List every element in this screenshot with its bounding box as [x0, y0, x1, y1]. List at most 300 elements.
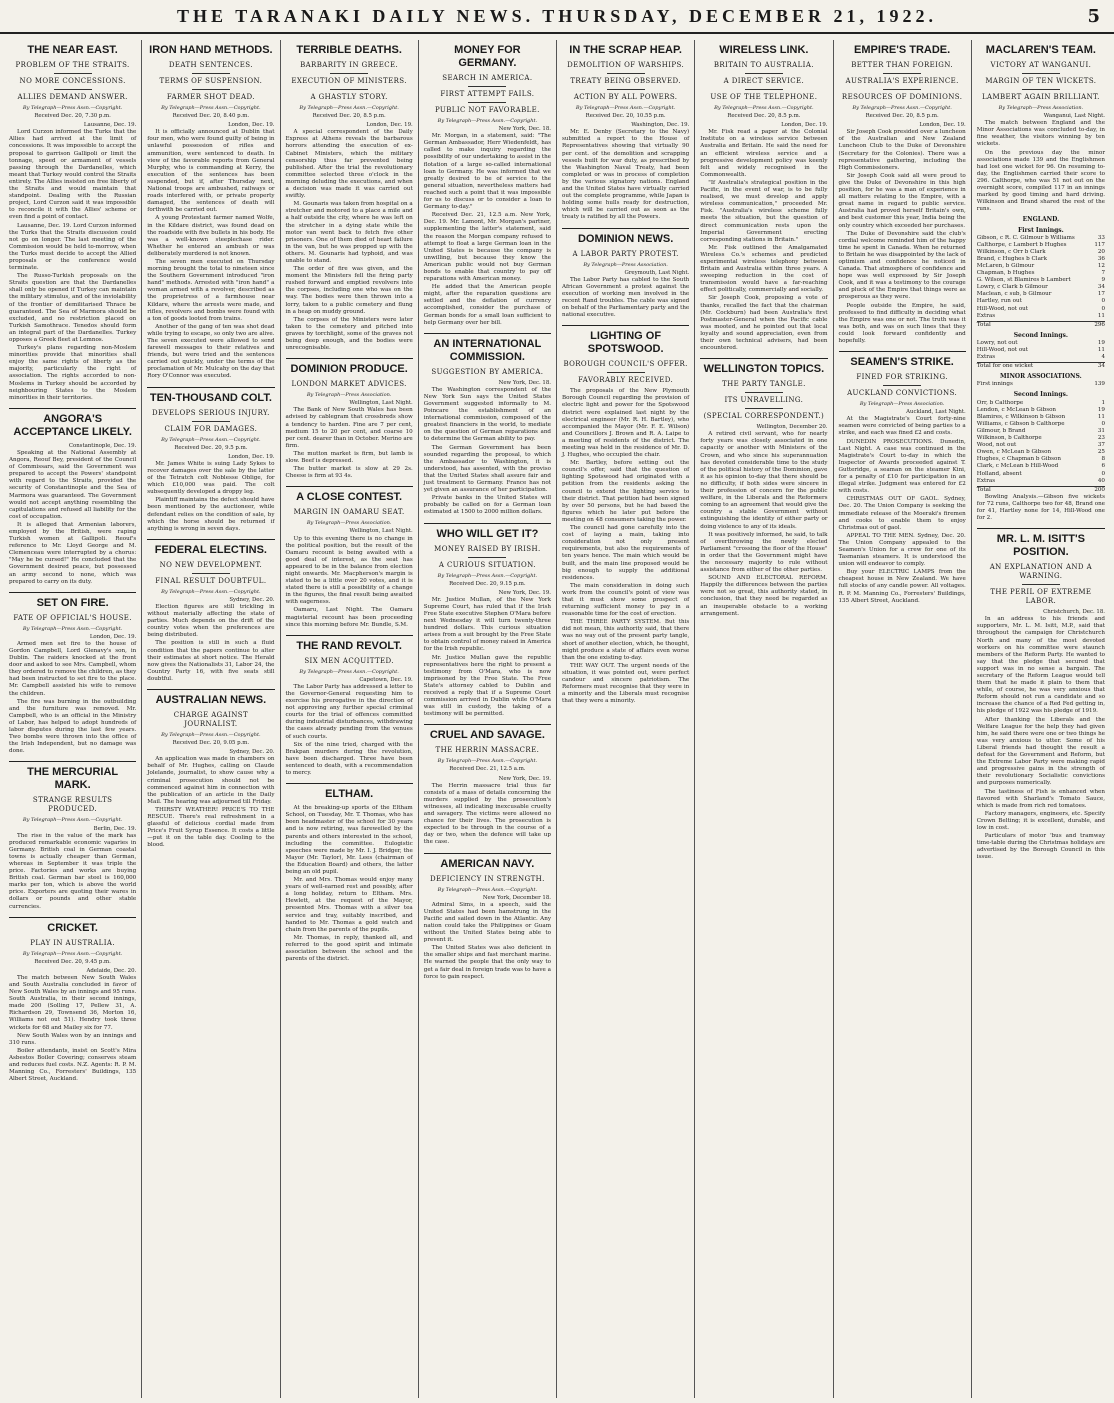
article-dateline: New York, Dec. 19.	[498, 775, 551, 782]
article-body	[147, 604, 274, 683]
table-row	[977, 478, 1105, 485]
article-deck: NO MORE CONCESSIONS.	[19, 77, 126, 85]
article-dateline: Wanganui, Last Night.	[1043, 113, 1105, 120]
deck-separator	[1022, 89, 1060, 90]
article-byline: By Telegraph—Press Assn.—Copyright.	[437, 572, 538, 579]
table-row-value: 23	[1097, 435, 1105, 442]
article-deck: MARGIN OF TEN WICKETS.	[985, 77, 1097, 85]
article-paragraph: After thanking the Liberals and the Welfare League for the help they had given him, he said there were one or two things he was very anxious to utter. Some of his Liberal friends had thought the result a defeat for the Government and Reform, but the Extreme Labor Party were making rapid and progressive gains in the strength of their revolutionary Socialistic convictions and purposes numerically.	[976, 716, 1105, 787]
article-dateline: Greymouth, Last Night.	[624, 269, 690, 276]
article	[9, 917, 136, 1084]
article-body	[562, 388, 689, 705]
table-row-value: 34	[1097, 363, 1105, 370]
article-paragraph: Election figures are still trickling in without materially affecting the state of parties. Much depends on the drift of the country votes when the preferences are being distributed.	[147, 603, 275, 639]
article-headline: THE RAND REVOLT.	[296, 639, 402, 652]
article-dateline: Christchurch, Dec. 18.	[1043, 609, 1105, 616]
table-row-value: 117	[1094, 241, 1105, 248]
article-paragraph: The tastiness of Fish is enhanced when flavored with Sharland's Tomato Sauce, which is made from rich red tomatoes.	[976, 788, 1105, 809]
table-row-name: Extras	[976, 354, 996, 361]
table-row-name: First innings	[976, 381, 1013, 388]
deck-separator	[192, 73, 230, 74]
article-paragraph: Mr. Fisk outlined the Amalgamated Wireless Co.'s schemes and predicted experimental wireless telephony between Britain and Australia within three years. A sweeping reduction in the cost of transmission would have a far-reaching effect politically, commercially and socially.	[700, 244, 828, 294]
article-deck: DEFICIENCY IN STRENGTH.	[429, 874, 545, 883]
article-dateline: London, Dec. 19.	[919, 122, 966, 129]
article-rule	[286, 783, 413, 784]
masthead	[0, 0, 1114, 34]
article-received: Received Dec. 20, 7.30 p.m.	[34, 113, 111, 120]
table-row-value: 33	[1097, 234, 1105, 241]
deck-separator	[745, 89, 783, 90]
article-received: Received Dec. 20, 9.45 p.m.	[34, 958, 111, 965]
deck-separator	[607, 372, 645, 373]
article-deck: SUGGESTION BY AMERICA.	[431, 367, 544, 376]
table-row-value: 11	[1097, 413, 1105, 420]
table-row	[977, 291, 1105, 298]
table-row	[977, 256, 1105, 263]
article-byline: By Telegraph—Press Assn.—Copyright.	[22, 817, 123, 824]
article-paragraph: Received Dec. 21, 12.5 a.m. New York, Dec. 19. Mr. Lamont, Mr. Morgan's partner, supplementing the latter's statement, said the reason the Morgan company refused to attempt to float a large German loan in the United States is because the company is unwilling, but because they know the American public would not buy German bonds to enable that country to pay off reparations with American money.	[423, 212, 551, 283]
article-dateline: London, Dec. 19.	[781, 122, 828, 129]
article-paragraph: The German Government has been sounded regarding the proposal, to which the Ambassador to Washington, it is understood, has assented, with the proviso that the United States shall assure fair and just treatment to Germany. France has not yet given an assurance of her participation.	[423, 444, 551, 494]
article-headline: MONEY FOR GERMANY.	[454, 44, 521, 69]
column-2	[142, 40, 280, 1398]
article-deck: ALLIES DEMAND ANSWER.	[17, 93, 128, 101]
article-paragraph: The Bank of New South Wales has been advised by cablegram that crossbreds show a tendency to harden. Fine are 7 per cent, medium 15 to 20 per cent, and coarse 10 per cent. dearer than in October. Merino are firm.	[285, 407, 413, 449]
table-row-value: 40	[1097, 477, 1105, 484]
article-deck: FATE OF OFFICIAL'S HOUSE.	[13, 613, 132, 622]
table-row-name: Holland, absent	[976, 470, 1022, 477]
article-paragraph: M. Gounaris was taken from hospital on a stretcher and motored to a place a mile and a half outside the city, where he was left on the stretcher in a dying state while the motor van went back to fetch five other prisoners. One of them died of heart failure in the van, but he was propped up with the others. M. Gounaris had typhoid, and was unable to stand.	[285, 201, 413, 264]
deck-separator	[745, 392, 783, 393]
article-headline: AN INTERNATIONAL COMMISSION.	[433, 337, 542, 363]
article	[147, 387, 274, 533]
article-paragraph: CHRISTMAS OUT OF GAOL. Sydney, Dec. 20. The Union Company is seeking the immediate release of the Moeraki's firemen and cooks to enable them to enjoy Christmas out of gaol.	[838, 496, 966, 531]
table-row	[977, 381, 1105, 388]
article-headline: FEDERAL ELECTINS.	[154, 543, 267, 556]
article-deck: PUBLIC NOT FAVORABLE.	[434, 106, 540, 114]
article	[286, 44, 413, 352]
article-paragraph: The Labor Party has addressed a letter to the Governor-General requesting him to exercise his prerogative in the direction of not approving any further special criminal courts for the trial of offences committed during industrial disturbances, withdrawing the cases already pending from the venues of such courts.	[285, 683, 413, 740]
article-paragraph: The proposals of the New Plymouth Borough Council regarding the provision of electric light and power for the Spotswood district were explained last night by the electrical engineer (Mr. R. H. Bartley), who accompanied the Mayor (Mr. F. E. Wilson) and Councillors J. Brown and R. A. Laipe to a meeting of residents of the district. The meeting was held in the residence of Mr. D. J. Hughes, who occupied the chair.	[562, 388, 690, 459]
article-rule	[424, 724, 551, 725]
article	[286, 783, 413, 963]
table-row	[977, 471, 1105, 478]
article-paragraph: New South Wales won by an innings and 310 runs.	[9, 1032, 137, 1046]
table-row-name: Extras	[976, 477, 996, 484]
table-row-name: Wood, not out	[976, 442, 1017, 449]
article-dateline: Sydney, Dec. 20.	[229, 749, 275, 756]
article-paragraph: APPEAL TO THE MEN. Sydney, Dec. 20. The Union Company appealed to the Seamen's Union for a crew for one of its Tasmanian steamers. It is understood the union will endeavor to comply.	[838, 532, 966, 568]
article-rule	[562, 228, 689, 229]
article-deck: AUSTRALIA'S EXPERIENCE.	[845, 77, 959, 85]
article-body	[286, 536, 413, 629]
article-paragraph: Plaintiff maintains the defect should have been mentioned by the auctioneer, while defendant relies on the condition of sale, by which the horse should be returned if anything is wrong in seven days.	[147, 497, 275, 532]
article	[839, 44, 966, 345]
article-paragraph: THIRSTY WEATHER! PRICE'S TO THE RESCUE. There's real refreshment in a glassful of delicious cordial made from Price's Fruit Syrup Essence. It costs a little —put it on the table day. Cooling to the blood.	[147, 806, 275, 849]
article-headline: ELTHAM.	[325, 788, 374, 801]
table-row	[977, 414, 1105, 421]
table-row-value: 7	[1101, 270, 1105, 277]
article-paragraph: Mr. Fisk read a paper at the Colonial Institute on a wireless service between Australia and Britain. He said the need for an efficient wireless service and a progressive development policy was keenly felt and widely recognised in the Commonwealth.	[700, 129, 828, 178]
article-paragraph: Mr. Thomas, in reply, thanked all, and referred to the good spirit and intimate association between the school and the parents of the district.	[285, 934, 413, 963]
article-deck: FARMER SHOT DEAD.	[166, 93, 255, 101]
article-paragraph: The Duke of Devonshire said the club's cordial welcome reminded him of the happy time he spent in Canada. When he returned to Britain he was disappointed by the lack of optimism and confidence he noticed in Canada. That atmosphere of confidence and hope was well expressed by Sir Joseph Cook, and it was a testimony to the courage and pluck of the Empire that things were as prosperous as they were.	[838, 230, 966, 301]
article-headline: TERRIBLE DEATHS.	[296, 44, 402, 56]
article-paragraph: In an address to his friends and supporters, Mr. L. M. Isitt, M.P., said that throughout the campaign for Christchurch North and many of the most devoted workers on his committee were staunch members of the Reform Party. He wanted to say that the pledge that secured that support was in no sense a bargain. The secretary of the Reform League would tell them that he made it plain to them that while, of course, he was very anxious that Reform should not run a candidate and so increase the chance of a Red Fed getting in, his pledge of 1922 was his pledge of 1919.	[976, 616, 1105, 715]
article-body	[424, 387, 551, 517]
column-5	[557, 40, 695, 1398]
article-body	[562, 277, 689, 320]
deck-separator	[1022, 584, 1060, 585]
article-byline: By Telegraph—Press Assn.—Copyright.	[22, 950, 123, 957]
article-paragraph: The Herrin massacre trial thus far consists of a mass of details concerning the murders supplied by the prosecution's witnesses, all indicating inexcusable cruelty and savagery. The victims were allowed no chance for their lives. The prosecution is expected to be through in the course of a day or two, when the defence will take up the case.	[423, 782, 551, 846]
article	[700, 358, 827, 618]
table-row	[977, 298, 1105, 305]
article-deck: PROBLEM OF THE STRAITS.	[15, 61, 130, 69]
column-1	[4, 40, 142, 1398]
table-row-value: 139	[1094, 381, 1105, 388]
article-body	[9, 129, 136, 402]
article-dateline: Wellington, Last Night.	[349, 400, 413, 407]
article	[286, 486, 413, 628]
table-row-value: 200	[1094, 486, 1105, 493]
table-row-name: Lowry, not out	[976, 339, 1018, 346]
article-byline: By Telegraph—Press Association.	[306, 392, 392, 399]
article-body	[700, 129, 827, 352]
article-paragraph: Lausanne, Dec. 19. Lord Curzon informed the Turks that the Straits discussion could not go on longer. The last meeting of the Commission would be held to-morrow, when the Turks must decide to accept the Allied proposals or the conference would terminate.	[9, 222, 137, 272]
article-paragraph: Armed men set fire to the house of Gordon Campbell, Lord Glenavy's son, in Dublin. The raiders knocked at the front door and asked to see Mrs. Campbell, whom they ordered to remove the children, as they had been instructed to set fire to the place. Mr. Campbell assisted his wife to remove the children.	[9, 640, 137, 697]
article-dateline: London, Dec. 19.	[89, 633, 137, 640]
table-row-name: Total for one wicket	[976, 363, 1034, 370]
article-byline: By Telegraph—Press Assn.—Copyright.	[22, 105, 123, 111]
table-row-value: 9	[1101, 277, 1105, 284]
table-row	[977, 263, 1105, 270]
table-row-value: 296	[1094, 321, 1105, 328]
table-row	[977, 270, 1105, 277]
article	[424, 724, 551, 846]
article-dateline: Sydney, Dec. 20.	[229, 596, 275, 603]
article-paragraph: The rise in the value of the mark has produced remarkable economic vagaries in Germany. British coal in German coastal towns is actually cheaper than German, whereas in September it was triple the price. Factories and works are buying British coal. German bar steel is 160,000 marks per ton, which is above the world price. Exporters are quoting their wares in dollars or pounds and other stable currencies.	[9, 832, 137, 910]
article-rule	[424, 523, 551, 524]
article-body	[977, 494, 1105, 522]
article-deck: BARBARITY IN GREECE.	[300, 61, 399, 69]
article	[839, 351, 966, 605]
article-paragraph: Factory managers, engineers, etc. Specify Crown Belting; it is excellent, durable, and low in cost.	[976, 810, 1105, 831]
table-row-name: Owen, c McLean b Gibson	[976, 449, 1052, 456]
article-rule	[700, 358, 827, 359]
table-row-name: Total	[976, 321, 991, 328]
table-row	[977, 277, 1105, 284]
article	[9, 44, 136, 402]
article-deck: MONEY RAISED BY IRISH.	[434, 544, 541, 553]
article-paragraph: Mr. Bartley, before setting out the council's offer, said that the question of lighting Spotswood had originated with a petition from the residents asking the council to extend the lighting service to their district. That petition had been signed by over 50 persons, but he had based the figures which he later put before the meeting on 48 consumers taking the power.	[562, 460, 690, 523]
article-paragraph: Mr. Justice Mullan, of the New York Supreme Court, has ruled that if the Irish Free State executive Stephen O'Mara before next Wednesday it will turn twenty-three hundred dollars. This curious situation arises from a suit brought by the Free State to obtain control of money raised in America for the Irish republic.	[423, 596, 551, 653]
table-row	[977, 235, 1105, 242]
table-row-value: 0	[1101, 305, 1105, 312]
article-received: Received Dec. 20, 8.40 p.m.	[172, 113, 250, 120]
table-row-value: 19	[1097, 406, 1105, 413]
article-byline: By Telegraph—Press Assn.—Copyright.	[299, 668, 399, 675]
article-headline: LIGHTING OF SPOTSWOOD.	[587, 330, 664, 356]
article-byline: By Telegraph—Press Assn.—Copyright.	[161, 436, 261, 443]
article-paragraph: Up to this evening there is no change in the political position, but the result of the Oamaru recount is being awaited with a good deal of interest, as the seat has appeared to be in the balance from election night onwards. Mr. Macpherson's margin is stated to be a little over 20 votes, and it is stated there is still a possibility of a change in the figures, the final result being awaited with eagerness.	[285, 535, 413, 606]
article-paragraph: Sir Joseph Cook, proposing a vote of thanks, recalled the fact that the chairman (Mr. Cockburn) had been Australia's first Postmaster-General when the Pacific cable was mooted, and he pointed out that local loyalty and sound appreciation, even from their own technical advisers, had been encountered.	[700, 295, 828, 352]
article-headline: AUSTRALIAN NEWS.	[155, 694, 267, 706]
column-4	[419, 40, 557, 1398]
article-deck: THE PARTY TANGLE.	[722, 380, 806, 389]
article-deck: DEMOLITION OF WARSHIPS.	[567, 61, 685, 69]
article-headline: CRICKET.	[47, 921, 98, 934]
article-paragraph: On the previous day the minor associations made 139 and the Englishmen had lost one wicket for 96. On resuming to-day, the Englishmen carried their score to 296. Calthorpe, who was 51 not out on the overnight score, compiled 117 in an innings marked by good timing and hard driving. Wilkinson and Brand shared the rest of the runs.	[976, 149, 1105, 213]
article-deck: VICTORY AT WANGANUI.	[990, 61, 1092, 69]
table-row	[977, 442, 1105, 449]
article	[424, 523, 551, 719]
article-dateline: Auckland, Last Night.	[906, 409, 966, 416]
table-row	[977, 340, 1105, 347]
article-paragraph: Six of the nine tried, charged with the Brakpan murders during the revolution, have been discharged. Three have been sentenced to death, with a recommendation to mercy.	[285, 741, 413, 777]
article-deck: BOROUGH COUNCIL'S OFFER.	[563, 360, 688, 369]
article	[977, 44, 1105, 522]
innings-label: Second Innings.	[1013, 331, 1069, 339]
article-rule	[424, 853, 551, 854]
table-row	[977, 306, 1105, 313]
article-deck: FIRST ATTEMPT FAILS.	[440, 90, 535, 98]
table-row-name: Gilmour, b Brand	[976, 427, 1026, 434]
table-row	[977, 249, 1105, 256]
article-headline: DOMINION PRODUCE.	[290, 363, 408, 376]
article-headline: A CLOSE CONTEST.	[296, 491, 403, 504]
table-row-name: Hartley, run out	[976, 298, 1022, 305]
article-deck: (SPECIAL CORRESPONDENT.)	[703, 412, 825, 421]
table-row-name: Total	[976, 486, 991, 493]
article-rule	[9, 408, 136, 409]
article-paragraph: The match between New South Wales and South Australia concluded in favor of New South Wales by an innings and 95 runs. South Australia, in their second innings, made 200 (Solling 17, Pellew 31, A. Richardson 29, Townsend 36, Morton 16, Williams not out 51). Hendry took three wickets for 68 and Mailey six for 77.	[9, 974, 137, 1031]
article-paragraph: Boiler attendants, insist on Scott's Mira Asbestos Boiler Covering; conserves steam and reduces fuel costs. N.Z. Agents: R. P. M. Manning Co., Forresters' Buildings, 135 Albert Street, Auckland.	[9, 1047, 137, 1083]
article-dateline: Wellington, Last Night.	[349, 528, 413, 535]
deck-separator	[745, 73, 783, 74]
article-rule	[562, 325, 689, 326]
article-dateline: New York, Dec. 18.	[498, 379, 551, 386]
deck-separator	[883, 89, 921, 90]
article-paragraph: The position is still in such a fluid condition that the papers continue to alter their estimates at short notice. The Herald now gives the Nationalists 31, Labor 24, the Country Party 16, with five seats still doubtful.	[147, 640, 275, 682]
article-deck: SIX MEN ACQUITTED.	[304, 656, 394, 665]
article-rule	[839, 351, 966, 352]
table-row	[977, 456, 1105, 463]
article-rule	[424, 333, 551, 334]
article-body	[424, 902, 551, 981]
article-paragraph: It is alleged that Armenian laborers, employed by the British, were raping Turkish women at Gallipoli. Reouf's reference to Mr. Lloyd George and M. Clemenceau were interrupted by a chorus: "May he be cursed!" He concluded that the Government desired peace, but possessed an army second to none, which was prepared to carry on its duty.	[9, 521, 137, 585]
article-paragraph: SOUND AND ELECTORAL REFORM. Happily the differences between the parties were not so great, this authority stated, in conclusion, that they need be regarded as an insuperable obstacle to a working arrangement.	[700, 575, 828, 617]
article-dateline: New York, December 18.	[482, 894, 551, 901]
article-paragraph: Mr. Justice Mullan gave the republic representatives here the right to present a testimony from O'Mara, who is now imprisoned by the Free State. The Free State's attorney cabled to Dublin and received a reply that if a Supreme Court commission arrived in Dublin while O'Mara was still in custody, the taking of a testimony will be permitted.	[423, 654, 551, 718]
table-row-name: G. Wilson, st Blamires b Lambert	[976, 277, 1071, 284]
table-total	[977, 362, 1105, 370]
table-row	[977, 435, 1105, 442]
table-title: MINOR ASSOCIATIONS.	[1000, 373, 1082, 381]
column-6	[695, 40, 833, 1398]
table-row-name: Lendon, c McLean b Gibson	[976, 406, 1057, 413]
table-row-value: 19	[1097, 339, 1105, 346]
table-row-name: Hill-Wood, not out	[976, 347, 1029, 353]
table-row-value: 31	[1097, 427, 1105, 434]
deck-separator	[745, 408, 783, 409]
article-deck: THE HERRIN MASSACRE.	[435, 746, 540, 755]
article-deck: THE PERIL OF EXTREME LABOR.	[990, 588, 1092, 606]
article-paragraph: Mr. E. Denby (Secretary to the Navy) submitted a report to the House of Representatives showing that virtually 90 per cent. of the demolition and scrapping vessels built for war duty, as prescribed by the Washington Naval Treaty, had been completed or was in process of completion by the various signatory nations. England and the United States have virtually carried out the complete programme, while Japan is holding some hulls ready for destruction, which will be carried out as soon as the treaty is ratified by all the Powers.	[562, 129, 690, 221]
table-row-value: 11	[1097, 312, 1105, 319]
article	[562, 44, 689, 222]
deck-separator	[192, 573, 230, 574]
article-headline: DOMINION NEWS.	[577, 232, 674, 245]
article	[424, 853, 551, 981]
table-row-value: 25	[1097, 449, 1105, 456]
article-paragraph: The butter market is slow at 29 2s. Cheese is firm at 93 4s.	[285, 466, 413, 480]
article-deck: CHARGE AGAINST JOURNALIST.	[173, 711, 249, 728]
table-row-value: 17	[1097, 291, 1105, 298]
article-body	[9, 833, 136, 911]
article	[147, 689, 274, 850]
article-rule	[9, 761, 136, 762]
table-row-value: 37	[1097, 442, 1105, 449]
table-row-name: Extras	[976, 312, 996, 319]
article-paragraph: At the breaking-up sports of the Eltham School, on Tuesday, Mr. T. Thomas, who has been headmaster of the school for 30 years and is now retiring, was farewelled by the parents and others interested in the school, including the committee. Eulogistic speeches were made by Mr. I. J. Bridger, the Mayor (Mr. Taylor), Mr. Lees (chairman of the Education Board) and others, the latter being an old pupil.	[285, 805, 413, 875]
article-body	[9, 450, 136, 586]
innings-label: Second Innings.	[1013, 391, 1069, 399]
page-number: 5	[1087, 5, 1100, 27]
article-rule	[977, 528, 1105, 529]
table-row	[977, 421, 1105, 428]
article-headline: WIRELESS LINK.	[719, 44, 809, 56]
article-paragraph: The seven men executed on Thursday morning brought the total to nineteen since the Southern Government introduced "iron hand" methods. Arrested with "iron hand" a woman armed with a revolver, described as the proprietress of a farmhouse near Kildare, where the arrests were made, and rifles, revolvers and bombs were found with a ton of goods looted from trains.	[147, 258, 275, 322]
table-row	[977, 428, 1105, 435]
deck-separator	[1022, 73, 1060, 74]
article-paragraph: Speaking at the National Assembly at Angora, Reouf Bey, president of the Council of Commissars, said the Government was prepared to accept the Powers' standpoint with regard to the Straits, provided the security of Constantinople and the Sea of Marmora was guaranteed. The Government would not accept anything resembling the capitulations and refused all liability for the cost of occupation.	[9, 449, 137, 520]
table-row-value: 36	[1097, 255, 1105, 262]
article-body	[286, 684, 413, 777]
table-row-value: 12	[1097, 262, 1105, 269]
article-deck: A CURIOUS SITUATION.	[438, 560, 536, 569]
article-paragraph: He added that the American people might, after the reparation questions are settled and the deflation of currency accomplished, consider the purchase of German bonds for a small loan sufficient to help Germany over her bill.	[423, 284, 551, 326]
article-body	[424, 133, 551, 327]
table-row-value: 34	[1097, 284, 1105, 291]
article-deck: FINED FOR STRIKING.	[856, 373, 948, 382]
article-paragraph: A young Protestant farmer named Wolfe, in the Kildare district, was found dead on the roadside with five bullets in his body. He was a well-known steeplechase rider. Whether he entered an ambush or was deliberately murdered is not known.	[147, 215, 275, 257]
deck-separator	[54, 73, 92, 74]
article-paragraph: At the Magistrate's Court forty-nine seamen were convicted of being parties to a strike, and each was fined £2 and costs.	[838, 416, 966, 437]
article-deck: MARGIN IN OAMARU SEAT.	[293, 508, 405, 517]
article-paragraph: A special correspondent of the Daily Express at Athens reveals the barbarous horrors attending the execution of ex-Cabinet Ministers, which the military censorship thus far prevented being published. After the trial the revolutionary committee selected three o'clock in the morning deluding the executions, and when a decision was made it was carried out swiftly.	[285, 129, 413, 200]
article-received: Received Dec. 20, 8.5 p.m.	[727, 113, 801, 120]
innings-label: First Innings.	[1017, 226, 1064, 234]
table-row-name: Blamires, c Wilkinson b Gibson	[976, 413, 1066, 420]
article-dateline: Washington, Dec. 19.	[631, 122, 690, 129]
article-deck: TREATY BEING OBSERVED.	[570, 77, 681, 85]
article-body	[839, 129, 966, 345]
article-headline: MR. L. M. ISITT'S POSITION.	[996, 533, 1085, 559]
article-paragraph: DUNEDIN PROSECUTIONS. Dunedin, Last Night. A case was continued in the Magistrate's Court to-day in which the Inspector of Awards proceeded against T. Gutteridge, a seaman on the steamer Kini, for a penalty of £10 for participation in an illegal strike. Judgment was entered for £2 with costs.	[838, 438, 966, 495]
table-row-value: 8	[1101, 456, 1105, 463]
table-total	[977, 486, 1105, 494]
article-deck: AUCKLAND CONVICTIONS.	[847, 389, 958, 398]
article-paragraph: It was positively informed, he said, to talk of overthrowing the newly elected Parliament "crossing the floor of the House" in order that the Government might have the necessary majority to rule without assistance from either of the other parties.	[700, 531, 828, 574]
article-body	[977, 616, 1105, 861]
article-byline: By Telegraph—Press Assn.—Copyright.	[161, 105, 261, 111]
article-body	[147, 461, 274, 533]
article-paragraph: The match between England and the Minor Associations was concluded to-day, in fine weather, the visitors winning by ten wickets.	[976, 120, 1105, 148]
article-paragraph: Particulars of motor 'bus and tramway time-table during the Christmas holidays are advertised by the Borough Council in this issue.	[976, 833, 1105, 861]
table-row	[977, 313, 1105, 320]
article-paragraph: Sir Joseph Cook said all were proud to give the Duke of Devonshire in this high position, for he was a man of experience in all matters relating to the Empire, with a great name in regard to public service. Australia had proved herself Britain's own, and best customer this year, India being the only country which exceeded her purchases.	[838, 172, 966, 229]
article-body	[286, 805, 413, 963]
article-paragraph: "If Australia's strategical position in the Pacific, in the event of war, is to be fully realised, we must develop and apply wireless communication," proceeded Mr. Fisk. "Australia's wireless scheme fully meets the situation, but the question of direct communication rests upon the Imperial Government erecting corresponding stations in Britain."	[700, 179, 828, 243]
article-body	[9, 975, 136, 1083]
newspaper-title: THE TARANAKI DAILY NEWS. THURSDAY, DECEMBER 21, 1922.	[177, 5, 937, 26]
article-body	[147, 129, 274, 380]
article	[562, 325, 689, 705]
article-byline: By Telegraph—Press Assn.—Copyright.	[437, 758, 538, 765]
table-row-name: Lowry, c Clark b Gilmour	[976, 284, 1048, 291]
table-row-value: 0	[1101, 298, 1105, 305]
article-paragraph: Another of the gang of ten was shot dead while trying to escape, so only two are alive. The seven executed were allowed to send farewell messages to their relatives and friends, but were tried and the sentences carried out quickly, under the terms of the proclamation of Mr. Mulcahy on the day that Rory O'Connor was executed.	[147, 323, 275, 380]
article-dateline: Wellington, December 20.	[756, 424, 828, 431]
table-row	[977, 284, 1105, 291]
deck-separator	[468, 86, 506, 87]
deck-separator	[883, 73, 921, 74]
article-paragraph: Lord Curzon informed the Turks that the Allies had arrived at the limit of concessions. It was impossible to accept the proposal to garrison Gallipoli or limit the tonnage, speed or armament of vessels passing through the Dardanelles, which meant that Turkey would control the Straits entirely. The Allies insisted on free liberty of the Straits and would maintain that standpoint. Dealing with the Russian project, Lord Curzon said it was impossible to reconcile it with the Allies' scheme or even find a point of contact.	[9, 129, 137, 221]
article-byline: By Telegraph—Press Assn.—Copyright.	[161, 732, 261, 738]
deck-separator	[883, 385, 921, 386]
article-received: Received Dec. 20, 10.55 p.m.	[585, 113, 666, 120]
article-rule	[147, 539, 274, 540]
article-paragraph: The Labor Party has cabled to the South African Government a protest against the execution of working men involved in the recent Rand troubles. The cable was signed on behalf of the Parliamentary party and the national executive.	[562, 276, 690, 319]
article-rule	[286, 358, 413, 359]
article-paragraph: The Washington correspondent of the New York Sun says the United States Government suggested informally to M. Poincare the establishment of an international commission, composed of the greatest financiers in the world, to mediate on the question of German reparations and to determine the German ability to pay.	[423, 386, 551, 443]
article	[286, 358, 413, 480]
article-paragraph: Oamaru, Last Night. The Oamaru magisterial recount has been proceeding since this morning before Mr. Bundle, S.M.	[285, 607, 413, 628]
table-row-value: 20	[1097, 248, 1105, 255]
article-body	[286, 407, 413, 480]
article-rule	[286, 635, 413, 636]
article-body	[424, 597, 551, 719]
article-paragraph: Mr. and Mrs. Thomas would enjoy many years of well-earned rest and possibly, after a long holiday, return to Eltham. Mrs. Hewlett, at the request of the Mayor, presented Mrs. Thomas with a silver tea service and tray, suitably inscribed, and handed to Mr. Thomas a gold watch and chain from the parents of the pupils.	[285, 877, 413, 933]
article-dateline: Berlin, Dec. 19.	[93, 825, 137, 832]
article-deck: DEATH SENTENCES.	[168, 61, 253, 69]
article	[147, 44, 274, 381]
article-paragraph: The United States was also deficient in the smaller ships and fast merchant marine. He warned the people that the only way to get a fair deal in foreign trade was to have a force to gain respect.	[423, 945, 551, 980]
table-row	[977, 354, 1105, 361]
article	[424, 333, 551, 517]
article-body	[286, 129, 413, 352]
table-row-value: 0	[1101, 420, 1105, 427]
article-paragraph: The order of fire was given, and the moment the Ministers fell the firing party rushed forward and emptied revolvers into the corpses, including one who was on the way. The bodies were then thrown into a lorry, taken to a public cemetery and flung in a heap on muddy ground.	[285, 266, 413, 315]
article	[424, 44, 551, 327]
article-headline: AMERICAN NAVY.	[440, 857, 535, 870]
article-deck: ITS UNRAVELLING.	[724, 396, 804, 405]
article-byline: By Telegraph—Press Assn.—Copyright.	[714, 105, 814, 111]
article-dateline: New York, Dec. 18.	[498, 126, 551, 133]
article-received: Received Dec. 20, 8.5 p.m.	[312, 113, 386, 120]
article-dateline: Adelaide, Dec. 20.	[86, 967, 137, 974]
article-body	[839, 416, 966, 604]
article-deck: FINAL RESULT DOUBTFUL.	[155, 576, 267, 585]
table-row-value: 1	[1101, 399, 1105, 406]
article	[9, 592, 136, 756]
article-headline: WELLINGTON TOPICS.	[703, 363, 825, 376]
article-headline: WHO WILL GET IT?	[436, 527, 539, 540]
article-byline: By Telegraph—Press Assn.—Copyright.	[161, 588, 261, 595]
table-row	[977, 347, 1105, 354]
article-byline: By Telegraph—Press Association.	[583, 261, 668, 268]
